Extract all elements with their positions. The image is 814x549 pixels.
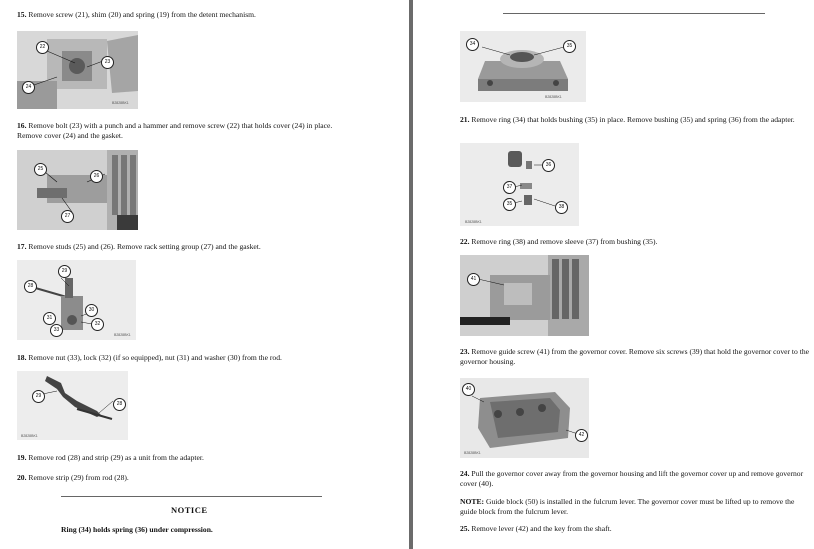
callout-40: 40 <box>462 383 475 396</box>
figure-detent-mechanism <box>17 31 138 109</box>
step-18: 18. Remove nut (33), lock (32) (if so equipped), nut (31) and washer (30) from the rod. <box>17 353 282 362</box>
step-20: 20. Remove strip (29) from rod (28). <box>17 473 129 482</box>
callout-42: 42 <box>575 429 588 442</box>
figure-code: B2828BK1 <box>465 220 482 224</box>
callout-32: 32 <box>91 318 104 331</box>
figure-rack-setting <box>17 150 138 230</box>
step-17: 17. Remove studs (25) and (26). Remove rack setting group (27) and the gasket. <box>17 242 261 251</box>
step-21: 21. Remove ring (34) that holds bushing (35) in place. Remove bushing (35) and spring (36) from the adapter. <box>460 115 795 124</box>
figure-code: B2828BK1 <box>112 101 129 105</box>
callout-31: 31 <box>43 312 56 325</box>
top-rule <box>503 13 765 14</box>
callout-24: 24 <box>22 81 35 94</box>
figure-governor-cover <box>460 378 589 458</box>
note-guide-block: NOTE: Guide block (50) is installed in the fulcrum lever. The governor cover must be lifted up to remove the guide block from the fulcrum lever. <box>460 497 795 516</box>
callout-29: 29 <box>58 265 71 278</box>
callout-41: 41 <box>467 273 480 286</box>
callout-26: 26 <box>90 170 103 183</box>
figure-code: B2828BK1 <box>464 451 481 455</box>
notice-rule <box>61 496 322 497</box>
callout-30: 30 <box>85 304 98 317</box>
figure-code: B2828BK1 <box>114 333 131 337</box>
step-19: 19. Remove rod (28) and strip (29) as a unit from the adapter. <box>17 453 204 462</box>
figure-code: B2828BK1 <box>21 434 38 438</box>
callout-33: 33 <box>50 324 63 337</box>
callout-35: 35 <box>563 40 576 53</box>
step-16: 16. Remove bolt (23) with a punch and a hammer and remove screw (22) that holds cover (24) in place. Remove cover (24) and the gasket. <box>17 121 333 140</box>
right-page <box>417 0 814 549</box>
step-22: 22. Remove ring (38) and remove sleeve (37) from bushing (35). <box>460 237 658 246</box>
step-23: 23. Remove guide screw (41) from the governor cover. Remove six screws (39) that hold the governor cover to the governor housing. <box>460 347 810 366</box>
callout-29: 29 <box>32 390 45 403</box>
callout-23: 23 <box>101 56 114 69</box>
callout-25: 25 <box>34 163 47 176</box>
notice-title: NOTICE <box>171 505 208 515</box>
figure-rod-strip <box>17 371 128 440</box>
callout-22: 22 <box>36 41 49 54</box>
callout-36: 36 <box>542 159 555 172</box>
figure-governor-screw <box>460 255 589 336</box>
step-25: 25. Remove lever (42) and the key from the shaft. <box>460 524 612 533</box>
step-15: 15. Remove screw (21), shim (20) and spring (19) from the detent mechanism. <box>17 10 256 19</box>
callout-35b: 35 <box>503 198 516 211</box>
figure-bushing-sleeve <box>460 143 579 226</box>
callout-27: 27 <box>61 210 74 223</box>
callout-37: 37 <box>503 181 516 194</box>
callout-34: 34 <box>466 38 479 51</box>
notice-text: Ring (34) holds spring (36) under compression. <box>61 525 213 534</box>
figure-code: B2828BK1 <box>545 95 562 99</box>
callout-28: 28 <box>113 398 126 411</box>
step-24: 24. Pull the governor cover away from the governor housing and lift the governor cover up and remove governor cover (40). <box>460 469 804 488</box>
callout-28: 28 <box>24 280 37 293</box>
callout-38: 38 <box>555 201 568 214</box>
figure-adapter-ring <box>460 31 586 102</box>
left-page <box>0 0 405 549</box>
figure-rod-assembly <box>17 260 136 340</box>
page-divider <box>409 0 413 549</box>
